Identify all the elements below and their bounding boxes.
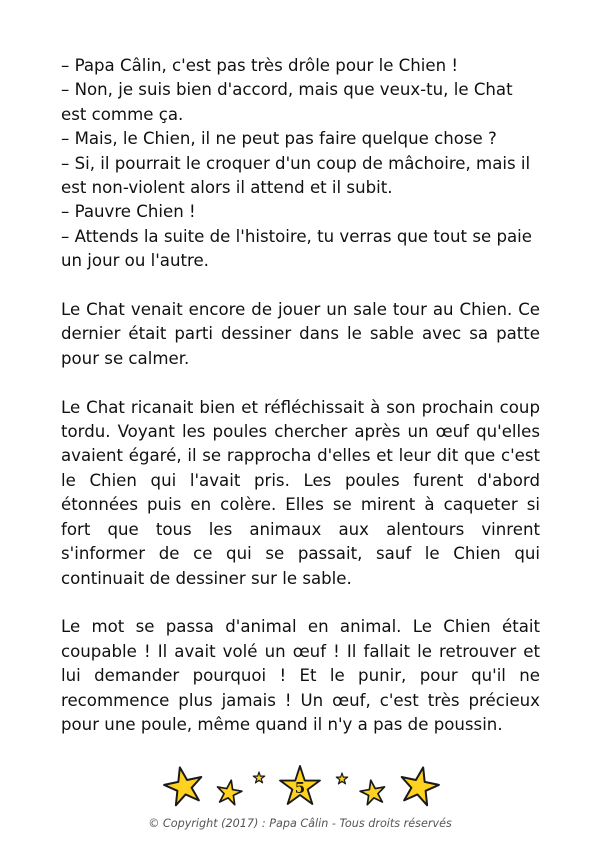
dialogue-line-3: – Mais, le Chien, il ne peut pas faire quelque chose ? <box>61 129 497 149</box>
star-icon <box>161 763 206 806</box>
dialogue-line-6: – Attends la suite de l'histoire, tu verras que tout se paie un jour ou l'autre. <box>61 226 532 271</box>
small-star-icon <box>253 772 264 783</box>
dialogue-line-1: – Papa Câlin, c'est pas très drôle pour le Chien ! <box>61 56 459 75</box>
copyright-notice: © Copyright (2017) : Papa Câlin - Tous droits réservés <box>148 817 452 830</box>
stars-row <box>0 758 600 818</box>
paragraph-3: Le mot se passa d'animal en animal. Le Chien était coupable ! Il avait volé un œuf ! Il fallait le retrouver et lui demander pourquoi ! Et le punir, pour qu'il ne recommence plus jamais ! Un œuf, c'est très précieux pour une poule, même quand il n'y a pas de poussin. <box>61 617 540 734</box>
dialogue-line-4: – Si, il pourrait le croquer d'un coup de mâchoire, mais il est non-violent alors il attend et il subit. <box>61 153 531 198</box>
story-text <box>61 54 540 737</box>
dialogue-line-2: – Non, je suis bien d'accord, mais que veux-tu, le Chat est comme ça. <box>61 80 513 124</box>
star-icon <box>359 778 387 805</box>
star-icon <box>397 763 442 806</box>
small-star-icon <box>336 773 347 784</box>
footer-decoration <box>0 758 600 818</box>
star-icon <box>215 778 243 805</box>
paragraph-2: Le Chat ricanait bien et réfléchissait à son prochain coup tordu. Voyant les poules chercher après un œuf qu'elles avaient égaré, il se rapprocha d'elles et leur dit que c'est le Chien qui l'avait pris. Les poules furent d'abord étonnées puis en colère. Elles se mirent à caqueter si fort que tous les animaux aux alentours vinrent s'informer de ce qui se passait, sauf le Chien qui continuait de dessiner sur le sable. <box>61 397 540 588</box>
page-number: 5 <box>294 779 306 797</box>
paragraph-1: Le Chat venait encore de jouer un sale tour au Chien. Ce dernier était parti dessiner dans le sable avec sa patte pour se calmer. <box>61 300 540 368</box>
dialogue-line-5: – Pauvre Chien ! <box>61 202 196 222</box>
